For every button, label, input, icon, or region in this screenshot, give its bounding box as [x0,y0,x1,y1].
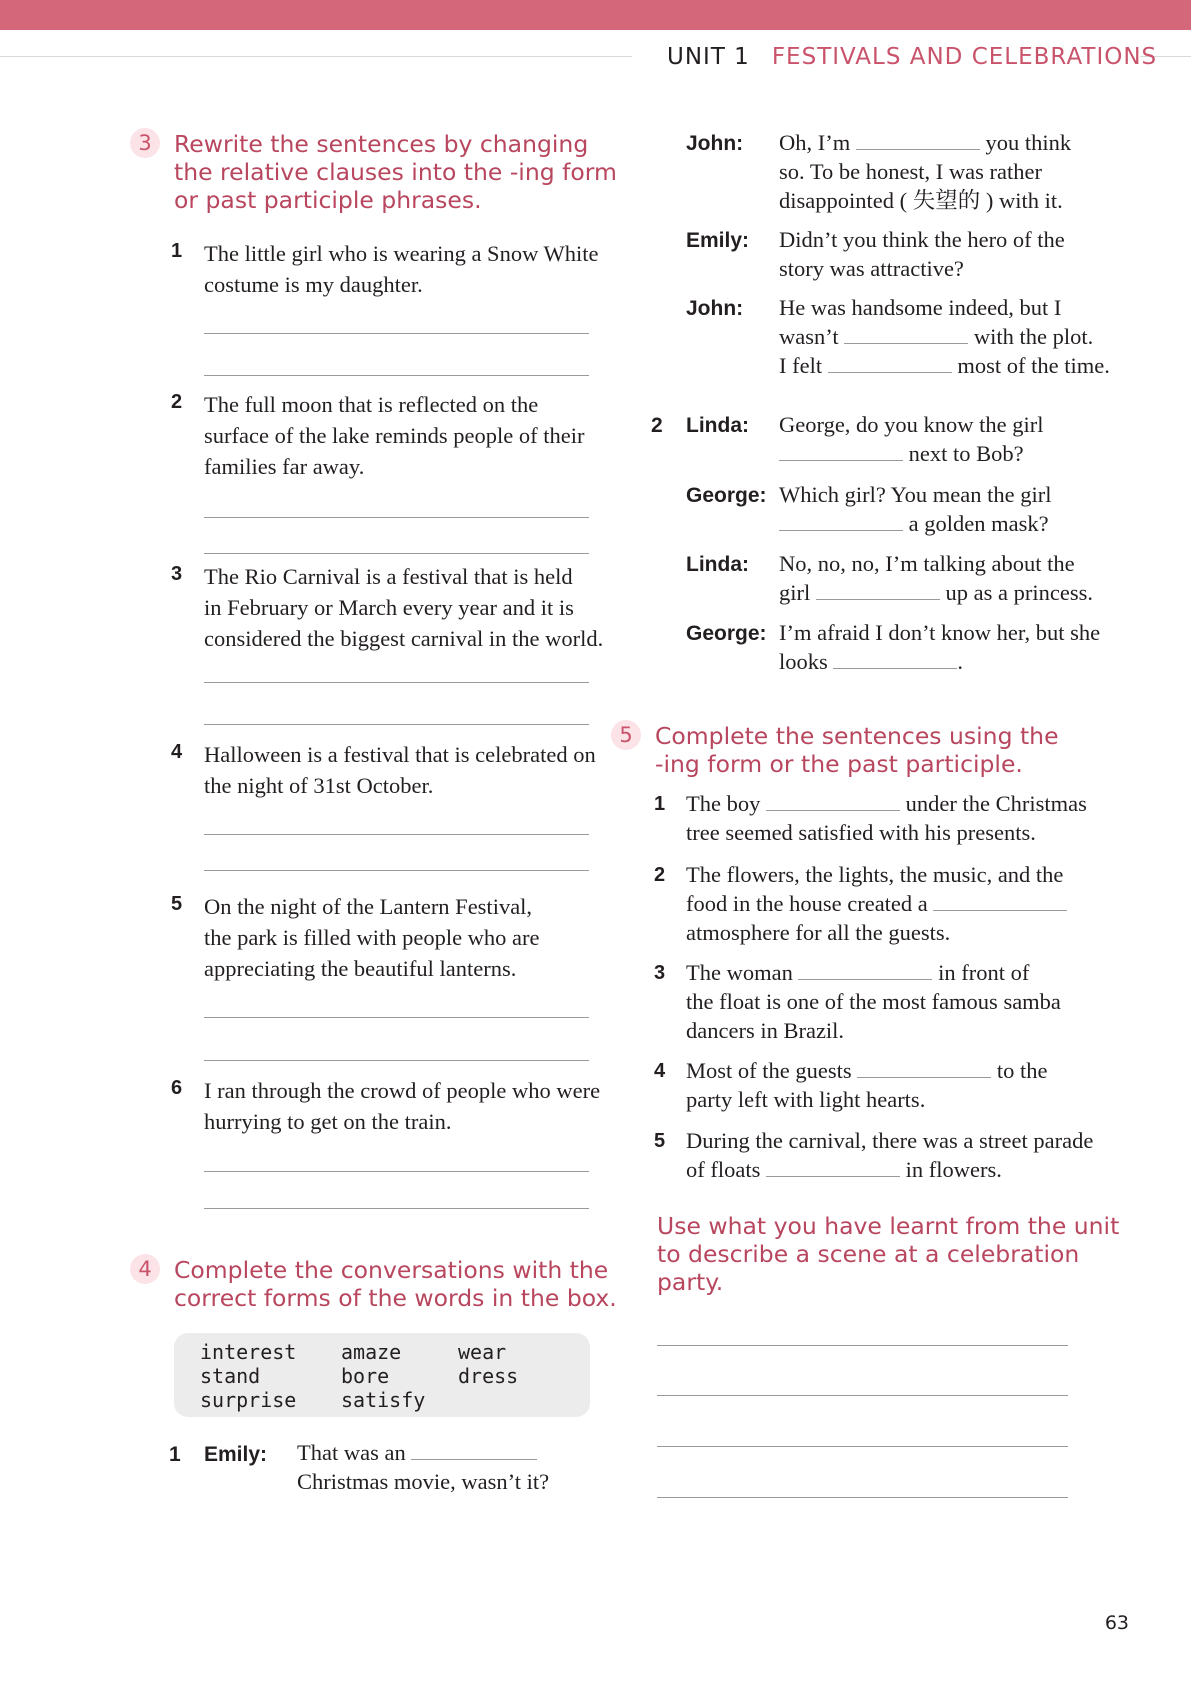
writing-line[interactable] [657,1345,1068,1346]
unit-label: UNIT 1 [667,44,750,70]
speaker-label: Emily: [204,1443,268,1466]
top-color-band [0,0,1191,30]
dialogue-line: That was an Christmas movie, wasn’t it? [297,1440,550,1494]
answer-blank[interactable] [779,440,903,461]
running-header [667,44,1157,70]
section-5-heading: 5 Complete the sentences using the -ing form or the past participle. [655,722,1059,778]
answer-blank[interactable] [857,1057,991,1078]
page-number: 63 [1104,1612,1129,1634]
unit-theme: FESTIVALS AND CELEBRATIONS [771,44,1158,70]
dialogue-line: No, no, no, I’m talking about the girl up as a princess. [779,551,1093,605]
section-3-heading: 3 Rewrite the sentences by changing the relative clauses into the -ing form or past participle phrases. [174,130,617,214]
answer-line[interactable] [204,870,589,871]
answer-blank[interactable] [828,352,952,373]
answer-line[interactable] [204,375,589,376]
speaker-label: George: [686,484,767,507]
speaker-label: George: [686,622,767,645]
answer-line[interactable] [204,1171,589,1172]
task-heading: Use what you have learnt from the unit to describe a scene at a celebration party. [657,1212,1120,1296]
speaker-label: Linda: [686,553,749,576]
writing-line[interactable] [657,1446,1068,1447]
answer-blank[interactable] [933,890,1067,911]
answer-blank[interactable] [766,1156,900,1177]
conversation-2-number: 2 [651,414,663,437]
answer-line[interactable] [204,553,589,554]
answer-line[interactable] [204,517,589,518]
word-box: interest stand surprise amaze bore satisfy wear dress [174,1333,590,1417]
answer-line[interactable] [204,1017,589,1018]
answer-blank[interactable] [856,129,980,150]
writing-line[interactable] [657,1395,1068,1396]
conversation-1-number: 1 [169,1443,181,1466]
dialogue-line: Oh, I’m you think so. To be honest, I was rather disappointed ( 失望的 ) with it. [779,130,1072,213]
answer-blank[interactable] [766,790,900,811]
speaker-label: Emily: [686,229,750,252]
answer-line[interactable] [204,724,589,725]
header-rule-left [0,56,632,57]
answer-blank[interactable] [833,648,957,669]
answer-line[interactable] [204,834,589,835]
answer-line[interactable] [204,1208,589,1209]
writing-line[interactable] [657,1497,1068,1498]
speaker-label: Linda: [686,414,749,437]
section-4-number: 4 [130,1254,160,1284]
speaker-label: John: [686,297,744,320]
dialogue-line: He was handsome indeed, but I wasn’t with the plot. I felt most of the time. [779,295,1110,378]
dialogue-line: Didn’t you think the hero of the story was attractive? [779,227,1065,281]
dialogue-line: I’m afraid I don’t know her, but she looks . [779,620,1101,674]
speaker-label: John: [686,132,744,155]
section-4-heading: 4 Complete the conversations with the correct forms of the words in the box. [174,1256,617,1312]
answer-blank[interactable] [816,579,940,600]
section-3-number: 3 [130,128,160,158]
answer-line[interactable] [204,1060,589,1061]
section-5-number: 5 [611,720,641,750]
dialogue-line: Which girl? You mean the girl a golden mask? [779,482,1052,536]
answer-line[interactable] [204,682,589,683]
answer-blank[interactable] [411,1439,537,1460]
answer-line[interactable] [204,333,589,334]
answer-blank[interactable] [798,959,932,980]
answer-blank[interactable] [844,323,968,344]
answer-blank[interactable] [779,510,903,531]
dialogue-line: George, do you know the girl next to Bob? [779,412,1044,466]
